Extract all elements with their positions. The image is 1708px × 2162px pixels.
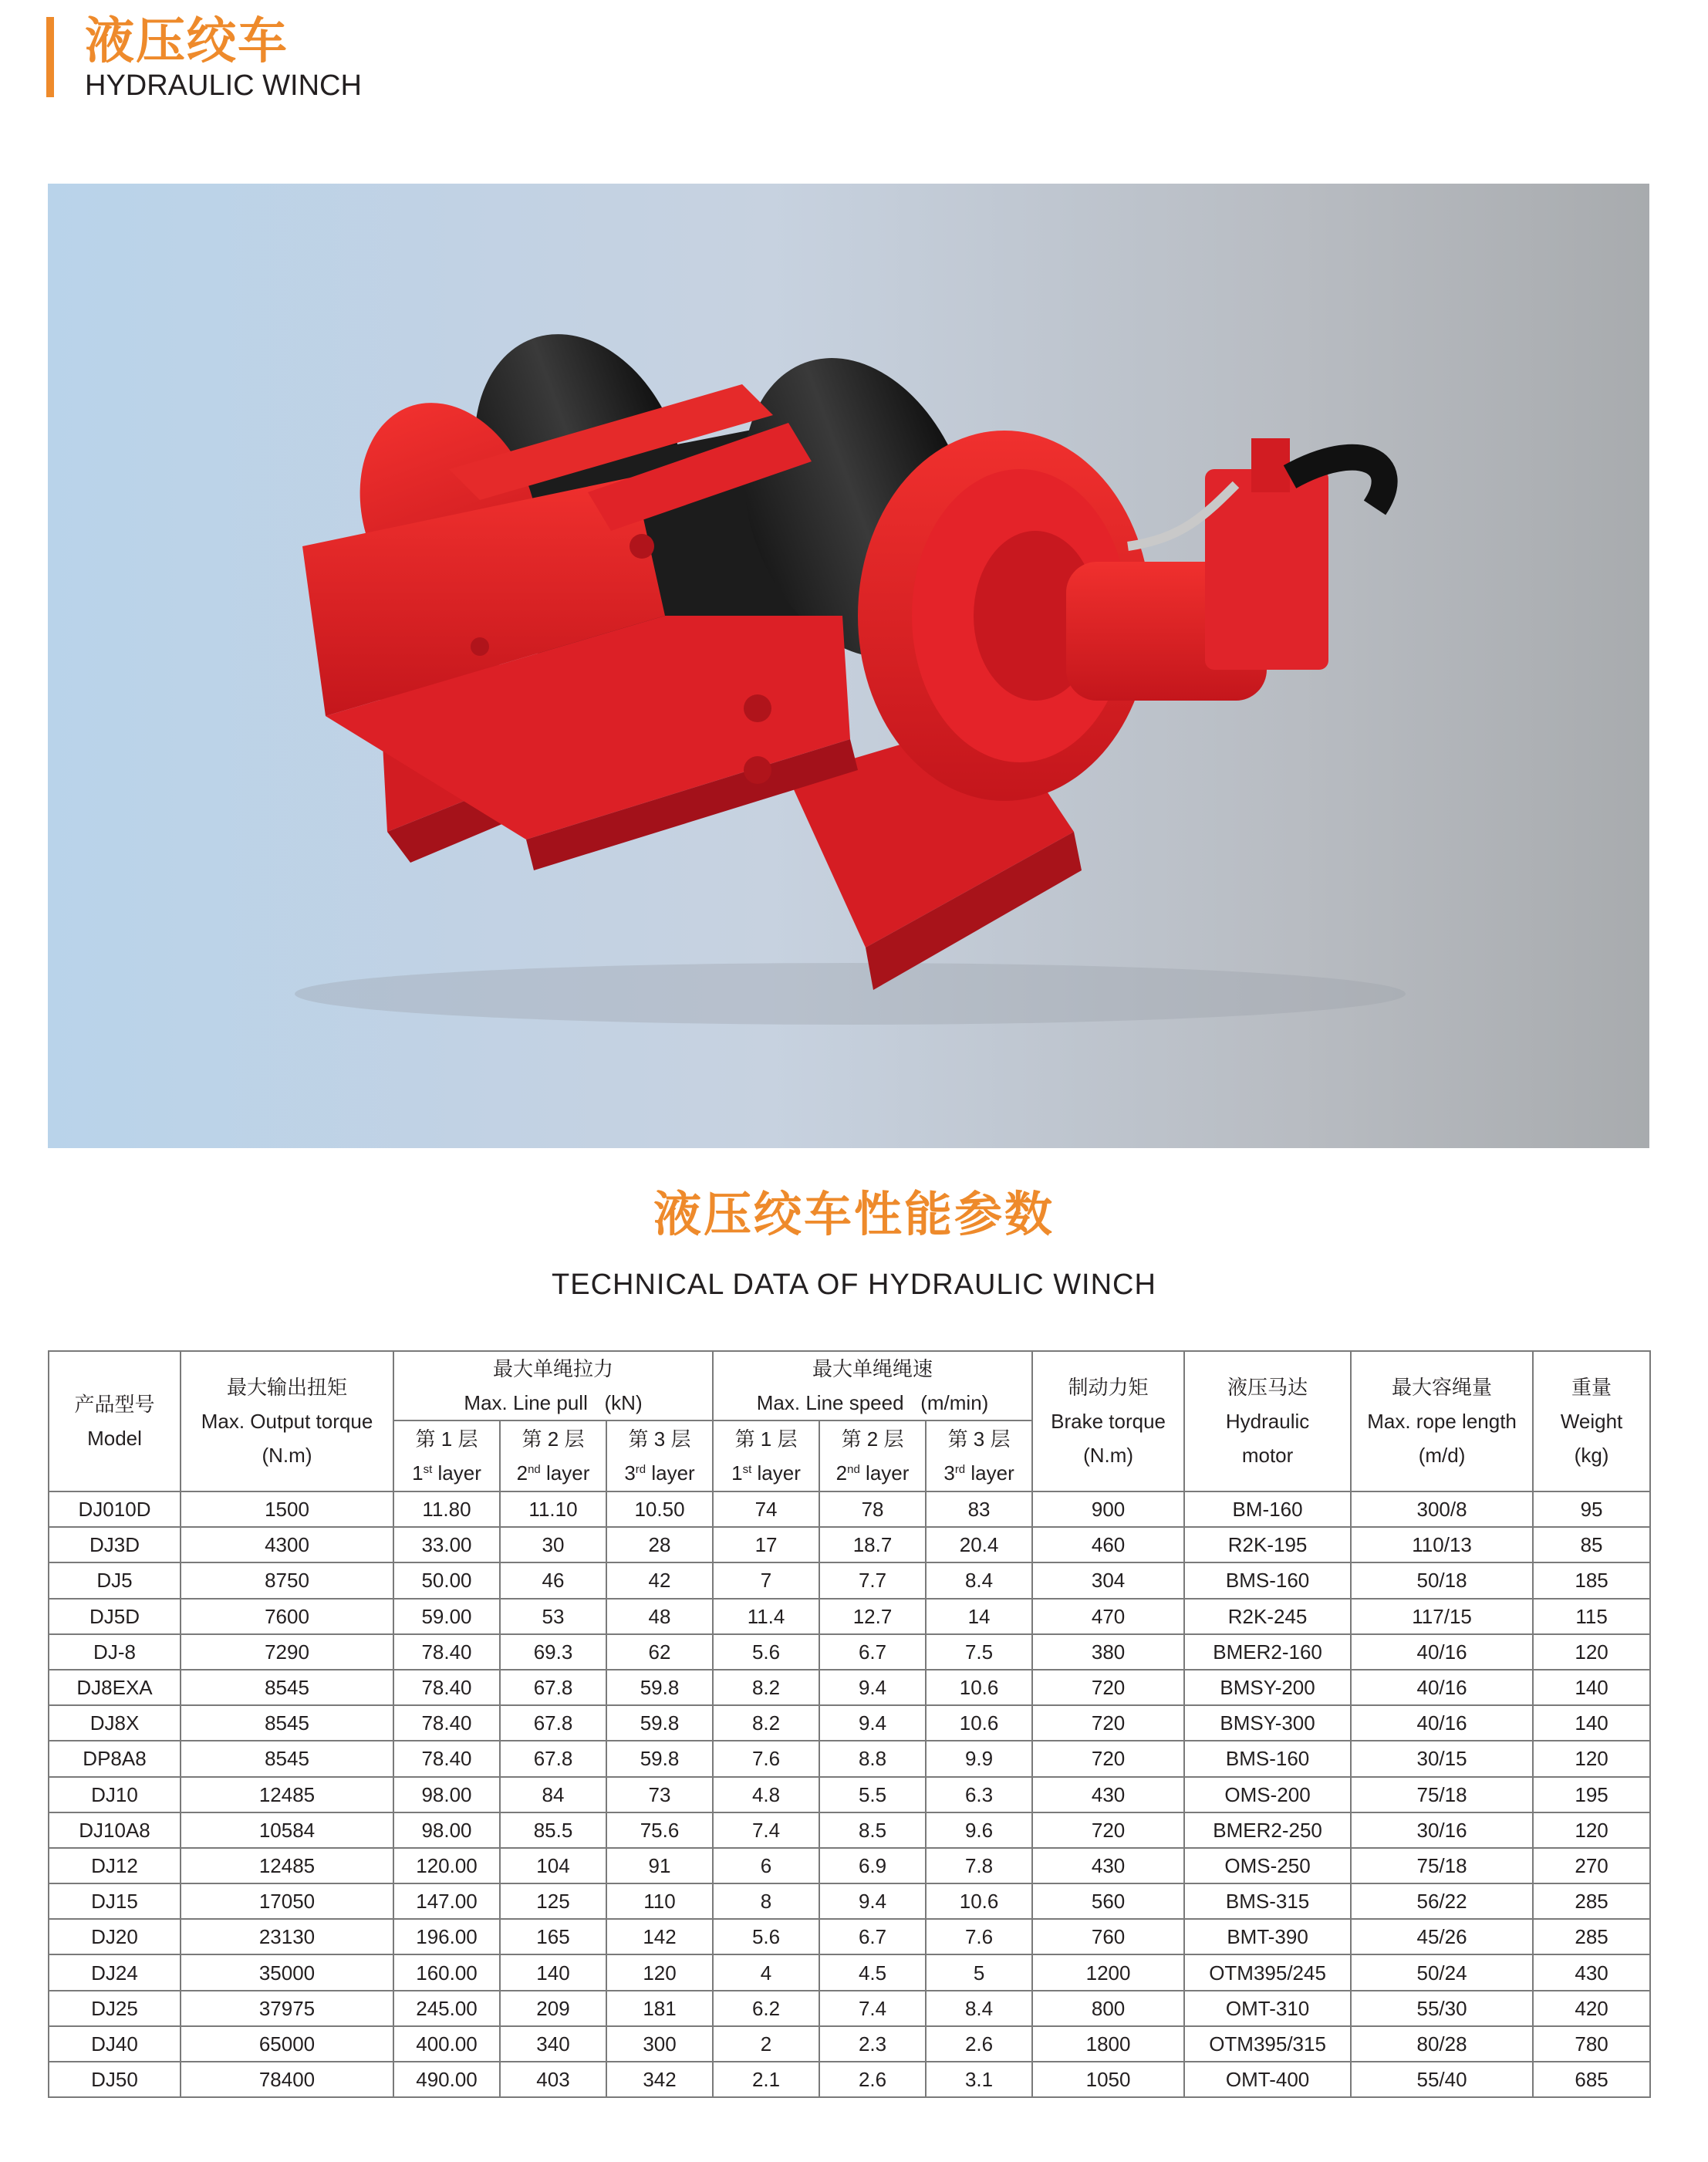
cell-model: DJ40 xyxy=(49,2026,181,2062)
header-hydraulic-motor: 液压马达 Hydraulic motor xyxy=(1184,1351,1351,1491)
header-pull-layer-2: 第 2 层 2nd layer xyxy=(500,1421,606,1491)
header-pull-layer-1: 第 1 层 1st layer xyxy=(393,1421,500,1491)
table-row xyxy=(49,2062,1650,2097)
cell-pull-layer-3: 75.6 xyxy=(606,1812,713,1848)
winch-illustration xyxy=(48,184,1649,1148)
cell-weight: 115 xyxy=(1533,1599,1650,1634)
table-row xyxy=(49,1883,1650,1919)
cell-brake-torque: 380 xyxy=(1032,1634,1184,1670)
cell-rope-length: 45/26 xyxy=(1351,1919,1533,1954)
table-row xyxy=(49,2026,1650,2062)
cell-pull-layer-3: 62 xyxy=(606,1634,713,1670)
cell-speed-layer-2: 7.4 xyxy=(819,1991,926,2026)
cell-weight: 120 xyxy=(1533,1741,1650,1776)
table-row xyxy=(49,1954,1650,1990)
cell-speed-layer-3: 3.1 xyxy=(926,2062,1032,2097)
cell-output-torque: 12485 xyxy=(181,1848,393,1883)
cell-brake-torque: 720 xyxy=(1032,1705,1184,1741)
cell-hydraulic-motor: OTM395/245 xyxy=(1184,1954,1351,1990)
cell-speed-layer-2: 9.4 xyxy=(819,1670,926,1705)
cell-speed-layer-2: 6.9 xyxy=(819,1848,926,1883)
cell-speed-layer-1: 7.4 xyxy=(713,1812,819,1848)
cell-weight: 120 xyxy=(1533,1812,1650,1848)
cell-speed-layer-1: 2 xyxy=(713,2026,819,2062)
cell-weight: 285 xyxy=(1533,1919,1650,1954)
cell-pull-layer-2: 165 xyxy=(500,1919,606,1954)
cell-output-torque: 1500 xyxy=(181,1491,393,1527)
cell-rope-length: 300/8 xyxy=(1351,1491,1533,1527)
cell-brake-torque: 1050 xyxy=(1032,2062,1184,2097)
cell-speed-layer-1: 5.6 xyxy=(713,1634,819,1670)
cell-output-torque: 78400 xyxy=(181,2062,393,2097)
cell-output-torque: 23130 xyxy=(181,1919,393,1954)
cell-brake-torque: 720 xyxy=(1032,1812,1184,1848)
table-row xyxy=(49,1491,1650,1527)
cell-weight: 120 xyxy=(1533,1634,1650,1670)
cell-output-torque: 8545 xyxy=(181,1705,393,1741)
title-accent-bar xyxy=(46,17,54,97)
cell-rope-length: 40/16 xyxy=(1351,1634,1533,1670)
cell-pull-layer-3: 10.50 xyxy=(606,1491,713,1527)
cell-pull-layer-2: 340 xyxy=(500,2026,606,2062)
cell-pull-layer-2: 30 xyxy=(500,1527,606,1562)
cell-brake-torque: 470 xyxy=(1032,1599,1184,1634)
cell-rope-length: 30/16 xyxy=(1351,1812,1533,1848)
cell-model: DJ8X xyxy=(49,1705,181,1741)
cell-speed-layer-1: 6 xyxy=(713,1848,819,1883)
cell-pull-layer-3: 59.8 xyxy=(606,1670,713,1705)
cell-hydraulic-motor: BMT-390 xyxy=(1184,1919,1351,1954)
cell-speed-layer-2: 9.4 xyxy=(819,1705,926,1741)
cell-pull-layer-1: 147.00 xyxy=(393,1883,500,1919)
cell-speed-layer-3: 8.4 xyxy=(926,1562,1032,1598)
cell-pull-layer-2: 209 xyxy=(500,1991,606,2026)
table-row xyxy=(49,1919,1650,1954)
cell-speed-layer-1: 7.6 xyxy=(713,1741,819,1776)
cell-model: DJ-8 xyxy=(49,1634,181,1670)
cell-pull-layer-2: 46 xyxy=(500,1562,606,1598)
cell-speed-layer-2: 2.3 xyxy=(819,2026,926,2062)
cell-pull-layer-1: 50.00 xyxy=(393,1562,500,1598)
header-speed-layer-3: 第 3 层 3rd layer xyxy=(926,1421,1032,1491)
cell-speed-layer-1: 8.2 xyxy=(713,1705,819,1741)
cell-hydraulic-motor: OTM395/315 xyxy=(1184,2026,1351,2062)
table-row xyxy=(49,1777,1650,1812)
cell-hydraulic-motor: BMS-160 xyxy=(1184,1741,1351,1776)
cell-model: DJ010D xyxy=(49,1491,181,1527)
cell-model: DJ10 xyxy=(49,1777,181,1812)
cell-pull-layer-1: 120.00 xyxy=(393,1848,500,1883)
cell-brake-torque: 760 xyxy=(1032,1919,1184,1954)
cell-pull-layer-2: 85.5 xyxy=(500,1812,606,1848)
cell-weight: 420 xyxy=(1533,1991,1650,2026)
cell-speed-layer-3: 6.3 xyxy=(926,1777,1032,1812)
cell-output-torque: 35000 xyxy=(181,1954,393,1990)
cell-pull-layer-3: 110 xyxy=(606,1883,713,1919)
cell-brake-torque: 720 xyxy=(1032,1741,1184,1776)
cell-speed-layer-3: 83 xyxy=(926,1491,1032,1527)
table-row xyxy=(49,1670,1650,1705)
cell-pull-layer-1: 245.00 xyxy=(393,1991,500,2026)
cell-pull-layer-2: 403 xyxy=(500,2062,606,2097)
table-row xyxy=(49,1812,1650,1848)
cell-speed-layer-2: 8.5 xyxy=(819,1812,926,1848)
cell-hydraulic-motor: BMS-160 xyxy=(1184,1562,1351,1598)
cell-pull-layer-2: 53 xyxy=(500,1599,606,1634)
cell-rope-length: 56/22 xyxy=(1351,1883,1533,1919)
cell-speed-layer-3: 10.6 xyxy=(926,1705,1032,1741)
table-row xyxy=(49,1705,1650,1741)
header-brake-torque: 制动力矩 Brake torque (N.m) xyxy=(1032,1351,1184,1491)
hydraulic-winch-photo xyxy=(48,184,1649,1148)
cell-rope-length: 50/18 xyxy=(1351,1562,1533,1598)
cell-speed-layer-3: 9.9 xyxy=(926,1741,1032,1776)
cell-pull-layer-2: 104 xyxy=(500,1848,606,1883)
cell-pull-layer-1: 490.00 xyxy=(393,2062,500,2097)
cell-pull-layer-3: 42 xyxy=(606,1562,713,1598)
cell-output-torque: 65000 xyxy=(181,2026,393,2062)
header-line-speed: 最大单绳绳速 Max. Line speed (m/min) xyxy=(713,1351,1032,1421)
technical-data-table xyxy=(48,1350,1651,2098)
cell-pull-layer-1: 78.40 xyxy=(393,1705,500,1741)
cell-speed-layer-2: 2.6 xyxy=(819,2062,926,2097)
cell-rope-length: 50/24 xyxy=(1351,1954,1533,1990)
header-model: 产品型号 Model xyxy=(49,1351,181,1491)
cell-output-torque: 4300 xyxy=(181,1527,393,1562)
cell-speed-layer-2: 9.4 xyxy=(819,1883,926,1919)
cell-speed-layer-3: 20.4 xyxy=(926,1527,1032,1562)
cell-pull-layer-2: 67.8 xyxy=(500,1705,606,1741)
cell-rope-length: 55/30 xyxy=(1351,1991,1533,2026)
table-row xyxy=(49,1634,1650,1670)
cell-pull-layer-2: 67.8 xyxy=(500,1741,606,1776)
cell-speed-layer-3: 9.6 xyxy=(926,1812,1032,1848)
cell-speed-layer-2: 78 xyxy=(819,1491,926,1527)
cell-speed-layer-3: 5 xyxy=(926,1954,1032,1990)
page-title-en: HYDRAULIC WINCH xyxy=(85,69,362,102)
header-weight: 重量 Weight (kg) xyxy=(1533,1351,1650,1491)
cell-speed-layer-1: 7 xyxy=(713,1562,819,1598)
table-body xyxy=(49,1491,1650,2097)
header-line-pull: 最大单绳拉力 Max. Line pull (kN) xyxy=(393,1351,713,1421)
cell-pull-layer-1: 59.00 xyxy=(393,1599,500,1634)
header-output-torque: 最大输出扭矩 Max. Output torque (N.m) xyxy=(181,1351,393,1491)
cell-model: DJ10A8 xyxy=(49,1812,181,1848)
cell-speed-layer-3: 7.5 xyxy=(926,1634,1032,1670)
cell-weight: 780 xyxy=(1533,2026,1650,2062)
cell-rope-length: 55/40 xyxy=(1351,2062,1533,2097)
table-row xyxy=(49,1527,1650,1562)
cell-model: DJ20 xyxy=(49,1919,181,1954)
cell-pull-layer-3: 59.8 xyxy=(606,1741,713,1776)
cell-pull-layer-3: 142 xyxy=(606,1919,713,1954)
cell-output-torque: 37975 xyxy=(181,1991,393,2026)
cell-rope-length: 117/15 xyxy=(1351,1599,1533,1634)
cell-speed-layer-2: 7.7 xyxy=(819,1562,926,1598)
table-row xyxy=(49,1562,1650,1598)
cell-model: DJ15 xyxy=(49,1883,181,1919)
cell-hydraulic-motor: OMT-400 xyxy=(1184,2062,1351,2097)
cell-speed-layer-2: 18.7 xyxy=(819,1527,926,1562)
cell-brake-torque: 1800 xyxy=(1032,2026,1184,2062)
cell-speed-layer-2: 6.7 xyxy=(819,1919,926,1954)
cell-pull-layer-1: 98.00 xyxy=(393,1777,500,1812)
cell-speed-layer-1: 11.4 xyxy=(713,1599,819,1634)
cell-speed-layer-1: 2.1 xyxy=(713,2062,819,2097)
cell-hydraulic-motor: OMT-310 xyxy=(1184,1991,1351,2026)
cell-hydraulic-motor: OMS-250 xyxy=(1184,1848,1351,1883)
cell-brake-torque: 1200 xyxy=(1032,1954,1184,1990)
cell-hydraulic-motor: BM-160 xyxy=(1184,1491,1351,1527)
cell-hydraulic-motor: OMS-200 xyxy=(1184,1777,1351,1812)
cell-hydraulic-motor: BMS-315 xyxy=(1184,1883,1351,1919)
cell-weight: 195 xyxy=(1533,1777,1650,1812)
cell-speed-layer-2: 5.5 xyxy=(819,1777,926,1812)
cell-brake-torque: 430 xyxy=(1032,1848,1184,1883)
cell-hydraulic-motor: BMER2-160 xyxy=(1184,1634,1351,1670)
cell-pull-layer-2: 67.8 xyxy=(500,1670,606,1705)
table-row xyxy=(49,1741,1650,1776)
cell-speed-layer-1: 74 xyxy=(713,1491,819,1527)
cell-speed-layer-1: 8 xyxy=(713,1883,819,1919)
cell-pull-layer-2: 140 xyxy=(500,1954,606,1990)
cell-rope-length: 40/16 xyxy=(1351,1670,1533,1705)
table-row xyxy=(49,1599,1650,1634)
cell-output-torque: 8545 xyxy=(181,1670,393,1705)
cell-model: DJ12 xyxy=(49,1848,181,1883)
cell-speed-layer-1: 4.8 xyxy=(713,1777,819,1812)
cell-pull-layer-2: 84 xyxy=(500,1777,606,1812)
cell-model: DJ50 xyxy=(49,2062,181,2097)
cell-rope-length: 75/18 xyxy=(1351,1848,1533,1883)
cell-pull-layer-1: 78.40 xyxy=(393,1634,500,1670)
cell-pull-layer-1: 78.40 xyxy=(393,1670,500,1705)
cell-pull-layer-3: 91 xyxy=(606,1848,713,1883)
table-header-row xyxy=(49,1351,1650,1421)
cell-brake-torque: 720 xyxy=(1032,1670,1184,1705)
cell-hydraulic-motor: BMSY-200 xyxy=(1184,1670,1351,1705)
cell-model: DJ8EXA xyxy=(49,1670,181,1705)
cell-pull-layer-2: 69.3 xyxy=(500,1634,606,1670)
cell-pull-layer-1: 78.40 xyxy=(393,1741,500,1776)
cell-rope-length: 75/18 xyxy=(1351,1777,1533,1812)
cell-output-torque: 7600 xyxy=(181,1599,393,1634)
cell-speed-layer-3: 7.6 xyxy=(926,1919,1032,1954)
cell-pull-layer-3: 300 xyxy=(606,2026,713,2062)
cell-rope-length: 30/15 xyxy=(1351,1741,1533,1776)
cell-output-torque: 10584 xyxy=(181,1812,393,1848)
cell-pull-layer-2: 11.10 xyxy=(500,1491,606,1527)
cell-model: DJ5D xyxy=(49,1599,181,1634)
header-speed-layer-1: 第 1 层 1st layer xyxy=(713,1421,819,1491)
cell-pull-layer-3: 48 xyxy=(606,1599,713,1634)
header-rope-length: 最大容绳量 Max. rope length (m/d) xyxy=(1351,1351,1533,1491)
cell-brake-torque: 560 xyxy=(1032,1883,1184,1919)
cell-output-torque: 7290 xyxy=(181,1634,393,1670)
cell-speed-layer-3: 10.6 xyxy=(926,1883,1032,1919)
cell-weight: 430 xyxy=(1533,1954,1650,1990)
cell-pull-layer-1: 11.80 xyxy=(393,1491,500,1527)
cell-pull-layer-1: 160.00 xyxy=(393,1954,500,1990)
cell-pull-layer-3: 59.8 xyxy=(606,1705,713,1741)
cell-pull-layer-3: 342 xyxy=(606,2062,713,2097)
cell-speed-layer-1: 4 xyxy=(713,1954,819,1990)
cell-speed-layer-3: 7.8 xyxy=(926,1848,1032,1883)
cell-pull-layer-1: 400.00 xyxy=(393,2026,500,2062)
header-speed-layer-2: 第 2 层 2nd layer xyxy=(819,1421,926,1491)
cell-output-torque: 12485 xyxy=(181,1777,393,1812)
table-row xyxy=(49,1991,1650,2026)
header-pull-layer-3: 第 3 层 3rd layer xyxy=(606,1421,713,1491)
section-title-en: TECHNICAL DATA OF HYDRAULIC WINCH xyxy=(552,1268,1156,1301)
cell-hydraulic-motor: BMER2-250 xyxy=(1184,1812,1351,1848)
cell-pull-layer-1: 196.00 xyxy=(393,1919,500,1954)
cell-weight: 270 xyxy=(1533,1848,1650,1883)
cell-rope-length: 80/28 xyxy=(1351,2026,1533,2062)
cell-pull-layer-3: 120 xyxy=(606,1954,713,1990)
cell-brake-torque: 800 xyxy=(1032,1991,1184,2026)
cell-speed-layer-2: 4.5 xyxy=(819,1954,926,1990)
cell-speed-layer-2: 12.7 xyxy=(819,1599,926,1634)
cell-hydraulic-motor: BMSY-300 xyxy=(1184,1705,1351,1741)
cell-model: DJ5 xyxy=(49,1562,181,1598)
cell-weight: 185 xyxy=(1533,1562,1650,1598)
cell-model: DJ24 xyxy=(49,1954,181,1990)
cell-weight: 95 xyxy=(1533,1491,1650,1527)
cell-speed-layer-2: 6.7 xyxy=(819,1634,926,1670)
cell-speed-layer-1: 8.2 xyxy=(713,1670,819,1705)
cell-pull-layer-3: 181 xyxy=(606,1991,713,2026)
cell-weight: 85 xyxy=(1533,1527,1650,1562)
cell-rope-length: 110/13 xyxy=(1351,1527,1533,1562)
cell-hydraulic-motor: R2K-245 xyxy=(1184,1599,1351,1634)
cell-speed-layer-1: 6.2 xyxy=(713,1991,819,2026)
cell-output-torque: 17050 xyxy=(181,1883,393,1919)
cell-weight: 685 xyxy=(1533,2062,1650,2097)
cell-brake-torque: 304 xyxy=(1032,1562,1184,1598)
cell-speed-layer-1: 17 xyxy=(713,1527,819,1562)
cell-rope-length: 40/16 xyxy=(1351,1705,1533,1741)
cell-weight: 285 xyxy=(1533,1883,1650,1919)
cell-model: DJ3D xyxy=(49,1527,181,1562)
section-title-cn: 液压绞车性能参数 xyxy=(653,1188,1055,1241)
cell-speed-layer-3: 8.4 xyxy=(926,1991,1032,2026)
cell-pull-layer-1: 98.00 xyxy=(393,1812,500,1848)
cell-speed-layer-1: 5.6 xyxy=(713,1919,819,1954)
cell-brake-torque: 430 xyxy=(1032,1777,1184,1812)
cell-output-torque: 8545 xyxy=(181,1741,393,1776)
cell-pull-layer-2: 125 xyxy=(500,1883,606,1919)
cell-pull-layer-3: 28 xyxy=(606,1527,713,1562)
cell-model: DJ25 xyxy=(49,1991,181,2026)
cell-weight: 140 xyxy=(1533,1670,1650,1705)
cell-model: DP8A8 xyxy=(49,1741,181,1776)
cell-pull-layer-3: 73 xyxy=(606,1777,713,1812)
page-title-cn: 液压绞车 xyxy=(85,13,289,69)
cell-brake-torque: 900 xyxy=(1032,1491,1184,1527)
cell-pull-layer-1: 33.00 xyxy=(393,1527,500,1562)
cell-speed-layer-3: 2.6 xyxy=(926,2026,1032,2062)
cell-brake-torque: 460 xyxy=(1032,1527,1184,1562)
cell-output-torque: 8750 xyxy=(181,1562,393,1598)
cell-speed-layer-3: 14 xyxy=(926,1599,1032,1634)
cell-speed-layer-3: 10.6 xyxy=(926,1670,1032,1705)
cell-speed-layer-2: 8.8 xyxy=(819,1741,926,1776)
table-row xyxy=(49,1848,1650,1883)
cell-weight: 140 xyxy=(1533,1705,1650,1741)
cell-hydraulic-motor: R2K-195 xyxy=(1184,1527,1351,1562)
